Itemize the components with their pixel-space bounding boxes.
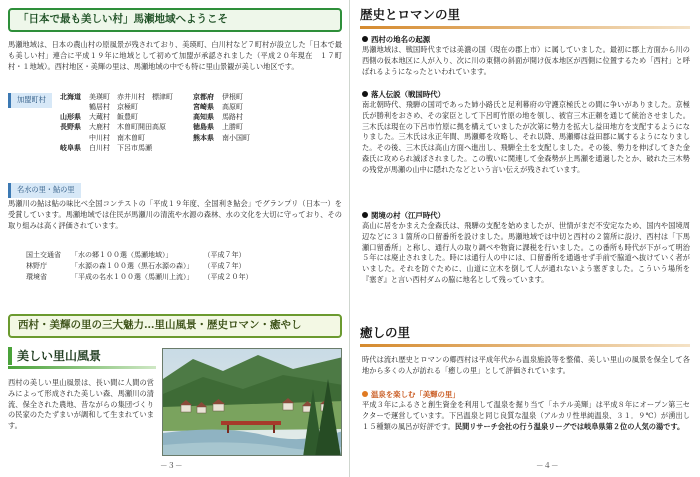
page-number-left: －３－ [160, 460, 183, 470]
satoyama-heading-underline [8, 366, 156, 369]
member-prefecture: 山形県 [60, 112, 81, 122]
subheading-legend [362, 89, 445, 100]
history-heading-underline [360, 26, 690, 29]
member-prefecture: 北海道 [60, 92, 81, 101]
award-row [26, 250, 263, 261]
member-row [60, 133, 254, 143]
village-landscape-photo [162, 348, 342, 456]
member-towns: 馬路村 [222, 113, 243, 122]
bullet-icon [362, 91, 368, 97]
subheading-onsen-label: 温泉を楽しむ「美輝の里」 [371, 390, 460, 399]
healing-heading-underline [360, 344, 690, 347]
member-towns: 南小国町 [222, 133, 250, 142]
history-heading: 歴史とロマンの里 [360, 7, 461, 22]
member-prefecture [60, 102, 89, 112]
page-number-right: －４－ [536, 460, 559, 470]
subheading-checkpoint [362, 210, 445, 221]
origin-paragraph: 馬瀬地域は、戦国時代までは美濃の国（現在の郡上市）に属していました。最初に郡上方面から川の西側の仮本地区に人が入り、次に川の東側の斜面が開け仮本地区が西側に位置するため「西村」と呼ばれるようになったといわれています。 [362, 45, 690, 76]
fish-tag: 名水の里・鮎の里 [8, 183, 81, 198]
awards-table [26, 250, 263, 283]
member-prefecture: 徳島県 [193, 122, 214, 132]
member-prefecture: 京都府 [193, 92, 214, 101]
member-towns: 鶴居村 京極町 [89, 103, 138, 112]
member-prefecture [177, 143, 222, 153]
member-towns: 上勝町 [222, 123, 243, 132]
member-prefecture: 高知県 [193, 112, 214, 122]
award-year: （平成７年） [203, 251, 246, 259]
welcome-banner-title: 「日本で最も美しい村」馬瀬地域へようこそ [18, 13, 228, 26]
three-charms-banner [8, 314, 342, 338]
member-prefecture [60, 133, 89, 143]
satoyama-paragraph: 西村の美しい里山風景は、長い間に人間の営みによって形成された美しい森、馬瀬川の清流、保全された農地、昔ながらの集団づくりの民家のたたずまいが調和して生まれています。 [8, 378, 154, 431]
member-towns [222, 143, 254, 153]
award-row [26, 261, 263, 272]
onsen-paragraph-highlight: 民間リサーチ会社の行う温泉リーグでは岐阜県第２位の人気の湯です。 [454, 421, 685, 431]
member-towns: 高原町 [222, 103, 243, 112]
checkpoint-paragraph: 高山に居をかまえた金森氏は、飛騨の支配を始めましたが、世情がまだ不安定なため、国内や国境周辺などに３１箇所の口留番所を設けました。馬瀬地域では中切と西村の２箇所に設け、西村は「下馬瀬口留番所」と称し、通行人の取り調べや物資に課税を行いました。この番所も時代が下がって明治５年には廃止されました。時には通行人の中には、口留番所を通過せず手前で脇道へ抜けていく者がいました。それを防ぐために、山道に立木を倒して人が通れないよう塞ぎました。こういう場所を『塞ぎ』と言い西村ダムの脇に地名として残っています。 [362, 221, 690, 284]
welcome-banner [8, 8, 342, 32]
bullet-icon [362, 212, 368, 218]
member-prefecture: 岐阜県 [60, 142, 81, 152]
member-towns: 伊根町 [222, 93, 243, 101]
member-prefecture: 長野県 [60, 122, 81, 132]
subheading-checkpoint-label: 関境の村（江戸時代） [371, 211, 445, 220]
award-title: 「水の郷１００選（馬瀬地域）」 [71, 251, 173, 259]
member-prefecture: 熊本県 [193, 132, 214, 142]
village-landscape-illustration [163, 349, 342, 456]
healing-heading: 癒しの里 [360, 325, 411, 340]
award-year: （平成２０年） [203, 272, 253, 281]
healing-paragraph: 時代は流れ歴史とロマンの郷西村は平成年代から温泉施設等を整備、美しい里山の風景を保全して各地から多くの人が訪れる「癒しの里」として評価されています。 [362, 355, 690, 375]
onsen-paragraph [362, 400, 690, 432]
award-title: 「水源の森１００選（黒石水源の森）」 [71, 261, 194, 270]
member-row [60, 92, 254, 102]
satoyama-heading: 美しい里山風景 [8, 347, 101, 365]
bullet-icon [362, 36, 368, 42]
award-organization: 環境省 [26, 272, 47, 281]
member-towns: 大鹿村 木曽町開田高原 [89, 123, 166, 132]
subheading-onsen [362, 389, 460, 400]
member-prefecture: 宮崎県 [193, 102, 214, 112]
member-row [60, 122, 254, 132]
bullet-icon [362, 391, 368, 397]
member-row [60, 112, 254, 122]
member-towns: 大蔵村 飯豊町 [89, 113, 138, 122]
award-row [26, 272, 263, 283]
award-organization: 国土交通省 [26, 251, 61, 259]
subheading-legend-label: 落人伝説（戦国時代） [371, 90, 445, 99]
award-year: （平成７年） [203, 261, 246, 270]
member-row [60, 102, 254, 112]
three-charms-title: 西村・美輝の里の三大魅力…里山風景・歴史ロマン・癒やし [18, 319, 302, 332]
member-towns: 美瑛町 赤井川村 標津町 [89, 93, 173, 101]
member-towns: 中川村 南木曽町 [89, 133, 145, 142]
intro-paragraph: 馬瀬地域は、日本の農山村の原風景が残されており、美瑛町、白川村など７町村が設立した「日本で最も美しい村」連合に平成１９年に地域として初めて加盟が承認されました（平成２０年現在 １７町村・１地域）。西村地区・美輝の里は、馬瀬地域の中でも特に里山景観が美しい地区です。 [8, 40, 342, 71]
subheading-origin [362, 34, 430, 45]
member-towns: 白川村 下呂市馬瀬 [89, 143, 152, 152]
members-tag: 加盟町村 [8, 93, 52, 108]
onsen-paragraph-main: 平成３年にふるさと創生資金を利用して温泉を掘り当て「ホテル美輝」は平成８年にオープン第三セクターで運営しています。下呂温泉と同じ良質な温泉（アルカリ性単純温泉、３１．９℃）が湧出し１５種類の風呂が好評です。 [362, 400, 690, 431]
member-row [60, 143, 254, 153]
award-title: 「平成の名水１００選（馬瀬川上流）」 [71, 272, 194, 281]
subheading-origin-label: 西村の地名の起源 [371, 35, 431, 44]
award-organization: 林野庁 [26, 261, 47, 270]
fish-paragraph: 馬瀬川の鮎は鮎の味比べ全国コンテストの「平成１９年度、全国利き鮎会」でグランプリ（日本一）を受賞しています。馬瀬地域では住民が馬瀬川の清流や水源の森林、水の文化を大切に守っており、その取り組みは高く評価されています。 [8, 199, 342, 230]
legend-paragraph: 南北朝時代、飛騨の国司であった姉小路氏と足利幕府の守護京極氏との間に争いがありました。京極氏が勝利をおさめ、その家臣として下呂町竹原の地を領し、被官三木正頼を通じて統治させました。三木氏は現在の下呂市竹原に拠を構えていましたが次第に勢力を拡大し益田地方を支配するようになりました。三木氏は永正年間、馬瀬郷を攻略し、それ以降、馬瀬郷は益田郡に属するようになりました。その後、三木氏は高山方面へ進出し、飛騨全土を支配しました。その後、勢力を伸ばしてきた金森氏に攻められ滅ぼされました。この戦いに関連して金森勢が上馬瀬を通過したとか、破れた三木勢の残党が馬瀬の山中に隠れたなどという言い伝えが残されています。 [362, 100, 690, 174]
member-towns-table [60, 92, 254, 153]
